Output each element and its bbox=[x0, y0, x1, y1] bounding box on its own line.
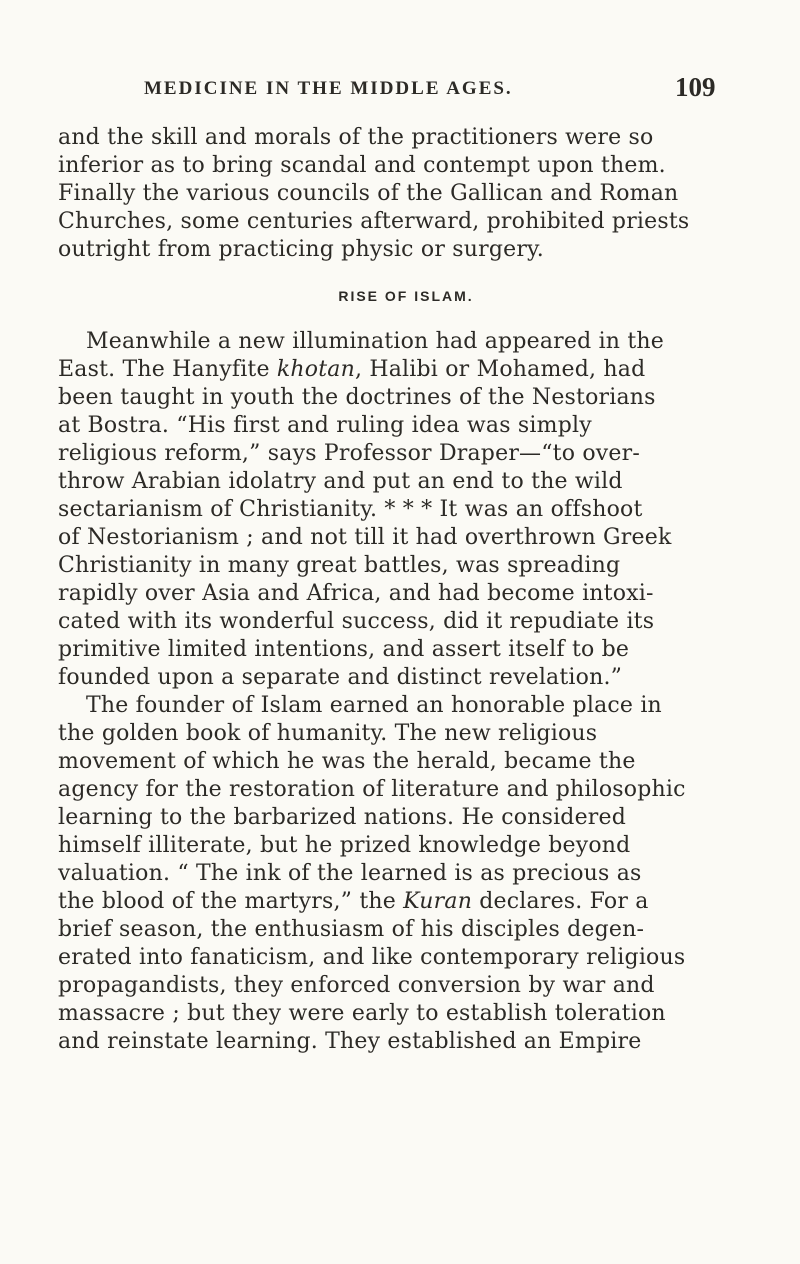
paragraph-3 bbox=[58, 692, 758, 1056]
running-head bbox=[58, 70, 758, 110]
text-line: the golden book of humanity. The new religious bbox=[58, 721, 598, 746]
text-line: religious reform,” says Professor Draper—“to over- bbox=[58, 441, 640, 466]
text-line: throw Arabian idolatry and put an end to the wild bbox=[58, 469, 623, 494]
text-line: himself illiterate, but he prized knowledge beyond bbox=[58, 833, 631, 858]
text-line: and the skill and morals of the practitioners were so bbox=[58, 125, 654, 150]
text-line: at Bostra. “His first and ruling idea was simply bbox=[58, 413, 592, 438]
paragraph-1 bbox=[58, 124, 758, 264]
section-heading: RISE OF ISLAM. bbox=[338, 288, 474, 304]
text-line: and reinstate learning. They established an Empire bbox=[58, 1029, 642, 1054]
text-fragment: , Halibi or Mohamed, had bbox=[354, 357, 646, 382]
text-line: The founder of Islam earned an honorable place in bbox=[86, 693, 662, 718]
text-line: erated into fanaticism, and like contemporary religious bbox=[58, 945, 686, 970]
text-line bbox=[58, 888, 758, 916]
text-line: brief season, the enthusiasm of his disciples degen- bbox=[58, 917, 645, 942]
text-line: movement of which he was the herald, became the bbox=[58, 749, 636, 774]
text-line: valuation. “ The ink of the learned is as precious as bbox=[58, 861, 642, 886]
text-line: inferior as to bring scandal and contempt upon them. bbox=[58, 153, 666, 178]
text-fragment: declares. For a bbox=[472, 889, 649, 914]
paragraph-2 bbox=[58, 328, 758, 692]
italic-term: khotan bbox=[276, 357, 355, 382]
text-line: agency for the restoration of literature and philosophic bbox=[58, 777, 686, 802]
running-title: MEDICINE IN THE MIDDLE AGES. bbox=[144, 78, 513, 99]
text-line: been taught in youth the doctrines of the Nestorians bbox=[58, 385, 656, 410]
text-line: founded upon a separate and distinct revelation.” bbox=[58, 665, 623, 690]
text-line bbox=[58, 356, 758, 384]
text-line: outright from practicing physic or surgery. bbox=[58, 237, 544, 262]
book-page bbox=[58, 70, 758, 1056]
text-line: primitive limited intentions, and assert itself to be bbox=[58, 637, 630, 662]
text-fragment: East. The Hanyfite bbox=[58, 357, 277, 382]
text-line: Churches, some centuries afterward, prohibited priests bbox=[58, 209, 690, 234]
text-line: propagandists, they enforced conversion by war and bbox=[58, 973, 655, 998]
text-line: massacre ; but they were early to establish toleration bbox=[58, 1001, 666, 1026]
page-number: 109 bbox=[675, 72, 716, 102]
text-line: Meanwhile a new illumination had appeared in the bbox=[86, 329, 665, 354]
text-line: of Nestorianism ; and not till it had overthrown Greek bbox=[58, 525, 672, 550]
text-line: cated with its wonderful success, did it repudiate its bbox=[58, 609, 655, 634]
text-line: Christianity in many great battles, was spreading bbox=[58, 553, 621, 578]
italic-term: Kuran bbox=[403, 889, 473, 914]
text-line: rapidly over Asia and Africa, and had become intoxi- bbox=[58, 581, 654, 606]
text-line: sectarianism of Christianity. * * * It was an offshoot bbox=[58, 497, 643, 522]
text-line: learning to the barbarized nations. He considered bbox=[58, 805, 627, 830]
text-fragment: the blood of the martyrs,” the bbox=[58, 889, 404, 914]
text-line: Finally the various councils of the Gallican and Roman bbox=[58, 181, 679, 206]
